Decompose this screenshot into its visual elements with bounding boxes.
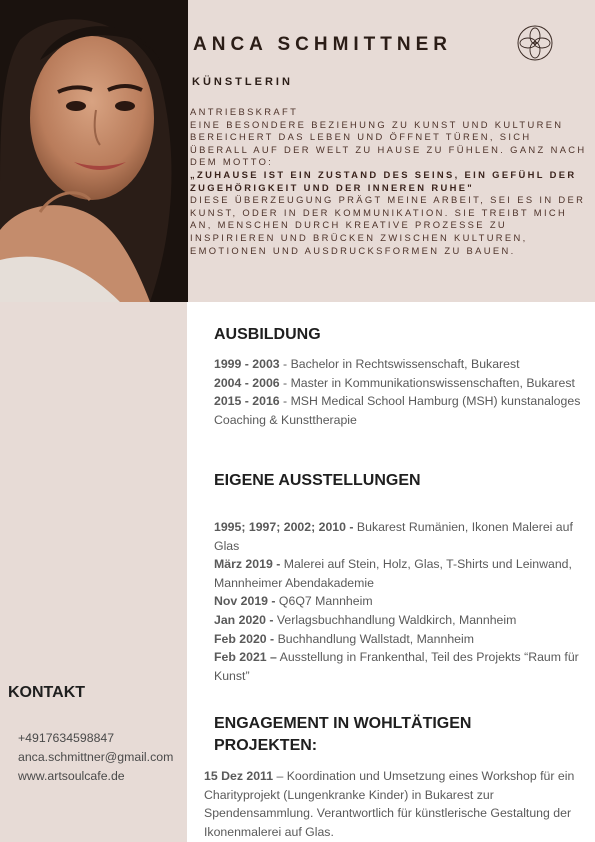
entry-text: Bukarest Rumänien, Ikonen Malerei auf Glas — [214, 520, 573, 553]
job-title: KÜNSTLERIN — [192, 76, 293, 88]
engagement-title-line2: PROJEKTEN: — [214, 737, 318, 754]
entry-date: 15 Dez 2011 — [204, 769, 274, 783]
section-title-ausbildung: AUSBILDUNG — [214, 326, 321, 343]
list-item — [214, 630, 586, 649]
ausstellungen-list — [214, 518, 586, 685]
intro-block — [190, 106, 592, 257]
list-item — [214, 392, 584, 429]
entry-text: - MSH Medical School Hamburg (MSH) kunstanaloges Coaching & Kunsttherapie — [214, 394, 581, 427]
entry-text: – Koordination und Umsetzung eines Workshop für ein Charityprojekt (Lungenkranke Kinder) in Bukarest zur Spendensammlung. Verantwortlich für künstlerische Gestaltung der Ikonenmalerei auf Glas. — [204, 769, 575, 839]
entry-date: 1995; 1997; 2002; 2010 - — [214, 520, 354, 534]
phone-number[interactable]: +4917634598847 — [18, 731, 115, 745]
entry-text: Ausstellung in Frankenthal, Teil des Projekts “Raum für Kunst” — [214, 650, 579, 683]
entry-date: 1999 - 2003 — [214, 357, 280, 371]
list-item — [214, 518, 586, 555]
entry-date: Feb 2020 - — [214, 631, 275, 646]
intro-heading: ANTRIEBSKRAFT — [190, 106, 299, 117]
website-link[interactable]: www.artsoulcafe.de — [18, 769, 125, 783]
list-item — [214, 374, 584, 393]
entry-text: Q6Q7 Mannheim — [275, 594, 373, 609]
entry-date: Jan 2020 - — [214, 612, 274, 627]
section-title-kontakt: KONTAKT — [8, 684, 86, 701]
entry-date: März 2019 - — [214, 557, 281, 572]
section-title-engagement — [214, 713, 471, 757]
list-item — [214, 592, 586, 611]
entry-text: Verlagsbuchhandlung Waldkirch, Mannheim — [273, 612, 517, 627]
intro-quote: „ZUHAUSE IST EIN ZUSTAND DES SEINS, EIN GEFÜHL DER ZUGEHÖRIGKEIT UND DER INNEREN RUHE" — [190, 168, 577, 193]
contact-list — [18, 729, 173, 786]
entry-date: Feb 2021 – — [214, 650, 277, 665]
intro-text-2: DIESE ÜBERZEUGUNG PRÄGT MEINE ARBEIT, SEI ES IN DER KUNST, ODER IN DER KOMMUNIKATION. SIE TREIBT MICH AN, MENSCHEN DURCH KREATIVE PROZESSE ZU INSPIRIEREN UND BRÜCKEN ZWISCHEN KULTUREN, EMOTIONEN UND AUSDRUCKSFORMEN ZU BAUEN. — [190, 194, 586, 256]
section-title-ausstellungen: EIGENE AUSSTELLUNGEN — [214, 472, 421, 489]
entry-date: 2004 - 2006 — [214, 375, 280, 390]
ausbildung-list — [214, 355, 584, 429]
engagement-entry — [204, 767, 592, 841]
person-name: ANCA SCHMITTNER — [193, 34, 453, 55]
list-item — [214, 611, 586, 630]
entry-text: Buchhandlung Wallstadt, Mannheim — [274, 631, 474, 646]
entry-text: Malerei auf Stein, Holz, Glas, T-Shirts und Leinwand, Mannheimer Abendakademie — [214, 557, 572, 590]
intro-text: EINE BESONDERE BEZIEHUNG ZU KUNST UND KULTUREN BEREICHERT DAS LEBEN UND ÖFFNET TÜREN, SICH ÜBERALL AUF DER WELT ZU HAUSE ZU FÜHLEN. GANZ NACH DEM MOTTO: — [190, 118, 587, 168]
portrait-photo — [0, 0, 188, 302]
list-item — [214, 555, 586, 592]
list-item — [214, 355, 584, 374]
entry-text: - Bachelor in Rechtswissenschaft, Bukarest — [279, 357, 520, 371]
entry-text: - Master in Kommunikationswissenschaften, Bukarest — [279, 375, 575, 390]
engagement-title-line1: ENGAGEMENT IN WOHLTÄTIGEN — [214, 715, 472, 732]
list-item — [214, 648, 586, 685]
email-link[interactable]: anca.schmittner@gmail.com — [18, 750, 174, 764]
entry-date: 2015 - 2016 — [214, 394, 280, 409]
circle-flower-emblem-icon — [516, 24, 554, 62]
entry-date: Nov 2019 - — [214, 594, 276, 609]
